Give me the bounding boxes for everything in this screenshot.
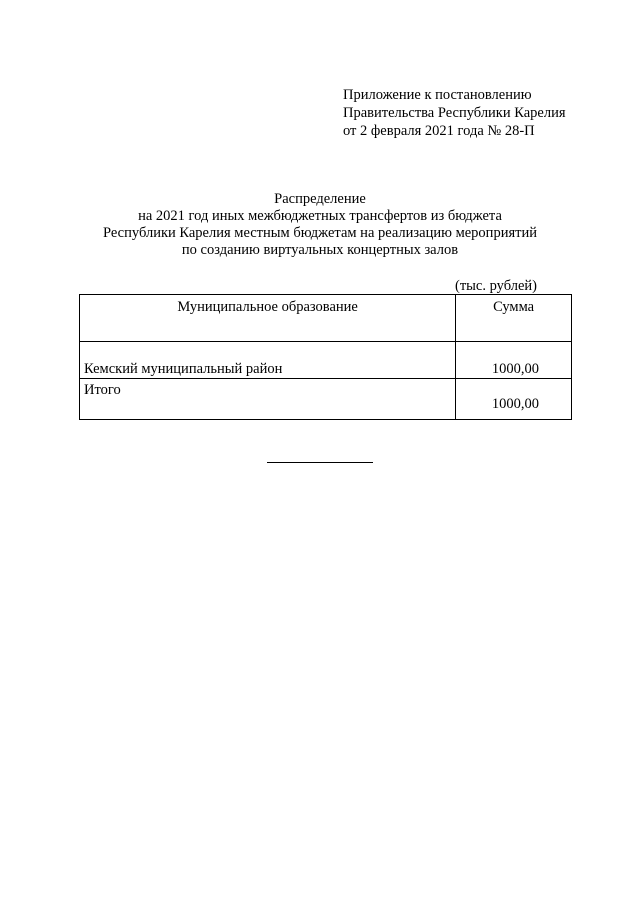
appendix-line: Правительства Республики Карелия xyxy=(343,105,566,121)
title-line: по созданию виртуальных концертных залов xyxy=(181,242,459,258)
end-divider-line xyxy=(267,462,373,463)
title-line: Распределение xyxy=(274,191,366,207)
title-line: на 2021 год иных межбюджетных трансфертов из бюджета xyxy=(138,208,502,224)
header-municipality: Муниципальное образование xyxy=(80,295,456,342)
document-title xyxy=(60,191,580,259)
table-total-row xyxy=(80,379,572,420)
total-sum: 1000,00 xyxy=(456,379,572,420)
appendix-header xyxy=(343,86,566,140)
table-header-row xyxy=(80,295,572,342)
header-sum: Сумма xyxy=(456,295,572,342)
row-municipality-name: Кемский муниципальный район xyxy=(80,342,456,379)
row-sum: 1000,00 xyxy=(456,342,572,379)
appendix-line: Приложение к постановлению xyxy=(343,87,532,103)
appendix-line: от 2 февраля 2021 года № 28-П xyxy=(343,123,535,139)
unit-note: (тыс. рублей) xyxy=(455,278,537,294)
title-line: Республики Карелия местным бюджетам на реализацию мероприятий xyxy=(103,225,537,241)
distribution-table xyxy=(79,294,572,420)
table-row xyxy=(80,342,572,379)
total-label: Итого xyxy=(80,379,456,420)
